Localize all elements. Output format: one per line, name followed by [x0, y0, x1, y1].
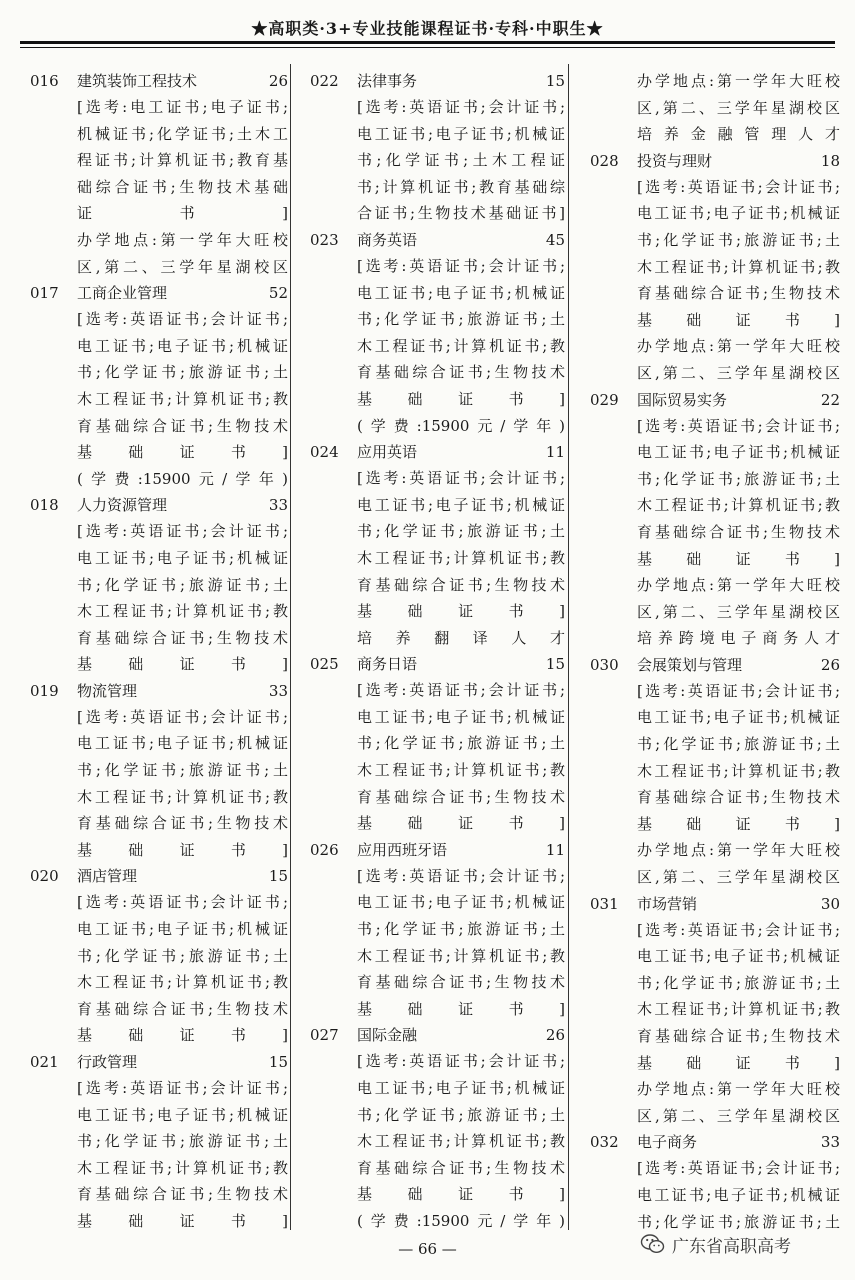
program-count: 26: [545, 1026, 565, 1045]
entry-line: 书;化学证书;旅游证书;土: [637, 973, 840, 992]
program-entry: [30, 678, 288, 864]
entry-line: 电工证书;电子证书;机械证: [77, 548, 288, 567]
entry-line: 木工程证书;计算机证书;教: [637, 257, 840, 276]
entry-line: 办学地点:第一学年大旺校: [637, 841, 840, 860]
entry-line: 木工程证书;计算机证书;教: [357, 548, 565, 567]
entry-line: 书;化学证书;旅游证书;土: [357, 522, 565, 541]
entry-line: 育基础综合证书;生物技术: [357, 1158, 565, 1177]
program-count: 22: [820, 390, 840, 409]
program-entry: [310, 837, 565, 1023]
program-count: 33: [268, 496, 288, 515]
program-name: 应用英语: [357, 443, 418, 462]
program-header: [310, 1022, 565, 1048]
entry-line: [选考:英语证书;会计证书;: [77, 893, 288, 912]
entry-line: 书;化学证书;土木工程证: [357, 151, 565, 170]
program-code: 028: [590, 151, 619, 170]
program-count: 11: [545, 840, 565, 859]
program-entry: [310, 227, 565, 439]
program-header: [590, 148, 840, 174]
entry-line: 书;化学证书;旅游证书;土: [77, 761, 288, 780]
entry-line: 木工程证书;计算机证书;教: [357, 1132, 565, 1151]
entry-line: 区,第二、三学年星湖校区: [637, 602, 840, 621]
program-name: 商务日语: [357, 655, 418, 674]
continued-entry: [590, 68, 840, 148]
entry-line: [选考:英语证书;会计证书;: [77, 522, 288, 541]
program-entry: [30, 492, 288, 678]
entry-line: 电工证书;电子证书;机械证: [637, 1185, 840, 1204]
entry-line: [选考:英语证书;会计证书;: [357, 469, 565, 488]
entry-line: 础综合证书;生物技术基础: [77, 177, 288, 196]
watermark-text: 广东省高职高考: [672, 1236, 791, 1257]
column-divider: [290, 64, 291, 1230]
entry-line: (学费:15900元/学年): [77, 469, 288, 488]
entry-line: 书;化学证书;旅游证书;土: [357, 734, 565, 753]
program-name: 酒店管理: [77, 867, 138, 886]
entry-line: 书;化学证书;旅游证书;土: [77, 575, 288, 594]
program-name: 应用西班牙语: [357, 840, 448, 859]
entry-line: 基础证书]: [637, 310, 840, 329]
entry-line: [选考:英语证书;会计证书;: [77, 310, 288, 329]
entry-line: 书;化学证书;旅游证书;土: [637, 735, 840, 754]
program-code: 020: [30, 867, 59, 886]
program-entry: [30, 280, 288, 492]
program-entry: [590, 387, 840, 652]
program-code: 021: [30, 1053, 59, 1071]
entry-line: 育基础综合证书;生物技术: [77, 814, 288, 833]
entry-line: 育基础综合证书;生物技术: [357, 973, 565, 992]
program-name: 物流管理: [77, 681, 138, 700]
entry-line: (学费:15900元/学年): [357, 1211, 565, 1230]
program-count: 33: [268, 681, 288, 700]
entry-line: 基础证书]: [637, 549, 840, 568]
entry-line: [选考:英语证书;会计证书;: [357, 1052, 565, 1071]
program-code: 026: [310, 840, 339, 859]
program-code: 019: [30, 681, 59, 700]
page-number: — 66 —: [398, 1240, 457, 1258]
entry-line: 木工程证书;计算机证书;教: [637, 1000, 840, 1019]
program-code: 025: [310, 655, 339, 674]
entry-line: 电工证书;电子证书;机械证: [357, 707, 565, 726]
entry-line: 书;化学证书;旅游证书;土: [77, 1132, 288, 1151]
entry-line: 育基础综合证书;生物技术: [77, 628, 288, 647]
program-count: 26: [268, 72, 288, 90]
program-header: [30, 68, 288, 94]
entry-line: 办学地点:第一学年大旺校: [637, 72, 840, 90]
entry-line: [选考:英语证书;会计证书;: [637, 681, 840, 700]
program-name: 法律事务: [357, 72, 418, 90]
program-header: [310, 439, 565, 465]
entry-line: [选考:英语证书;会计证书;: [357, 681, 565, 700]
program-header: [590, 387, 840, 413]
entry-line: 电工证书;电子证书;机械证: [77, 734, 288, 753]
entry-line: 基础证书]: [357, 389, 565, 408]
entry-line: 基础证书]: [77, 1026, 288, 1045]
entry-line: 木工程证书;计算机证书;教: [77, 973, 288, 992]
header-rule-thin: [20, 47, 835, 48]
program-name: 商务英语: [357, 230, 418, 249]
entry-line: 区,第二、三学年星湖校区: [637, 98, 840, 117]
program-entry: [590, 1129, 840, 1235]
entry-line: 育基础综合证书;生物技术: [637, 522, 840, 541]
entry-line: 育基础综合证书;生物技术: [77, 1185, 288, 1204]
entry-line: 电工证书;电子证书;机械证: [637, 443, 840, 462]
entry-line: 办学地点:第一学年大旺校: [637, 1080, 840, 1099]
entry-line: [选考:英语证书;会计证书;: [77, 1079, 288, 1097]
entry-line: 办学地点:第一学年大旺校: [77, 230, 288, 249]
entry-line: 书;化学证书;旅游证书;土: [77, 946, 288, 965]
entry-line: [选考:电工证书;电子证书;: [77, 98, 288, 116]
entry-line: 基础证书]: [637, 814, 840, 833]
program-header: [310, 68, 565, 94]
entry-line: 基础证书]: [357, 602, 565, 621]
program-name: 国际贸易实务: [637, 390, 728, 409]
program-header: [310, 227, 565, 253]
entry-line: 木工程证书;计算机证书;教: [357, 946, 565, 965]
entry-line: 电工证书;电子证书;机械证: [637, 204, 840, 223]
entry-line: 机械证书;化学证书;土木工: [77, 124, 288, 143]
program-name: 建筑装饰工程技术: [77, 72, 198, 90]
entry-line: 木工程证书;计算机证书;教: [77, 389, 288, 408]
program-name: 行政管理: [77, 1053, 138, 1071]
entry-line: 木工程证书;计算机证书;教: [77, 1158, 288, 1177]
entry-line: [选考:英语证书;会计证书;: [637, 920, 840, 939]
entry-line: 基础证书]: [77, 1211, 288, 1230]
program-entry: [310, 1022, 565, 1234]
entry-line: 木工程证书;计算机证书;教: [637, 761, 840, 780]
entry-line: 育基础综合证书;生物技术: [637, 284, 840, 303]
column-1: [30, 68, 288, 1235]
entry-line: 办学地点:第一学年大旺校: [637, 576, 840, 595]
program-header: [590, 652, 840, 678]
page-header: [0, 0, 855, 56]
entry-line: [选考:英语证书;会计证书;: [77, 707, 288, 726]
entry-line: 书;化学证书;旅游证书;土: [637, 1212, 840, 1231]
entry-line: 基础证书]: [637, 1053, 840, 1072]
program-code: 024: [310, 443, 339, 462]
program-count: 52: [268, 284, 288, 303]
program-code: 016: [30, 72, 59, 90]
entry-line: [选考:英语证书;会计证书;: [357, 98, 565, 116]
header-title: ★高职类·3+专业技能课程证书·专科·中职生★: [251, 19, 604, 38]
entry-line: 电工证书;电子证书;机械证: [637, 947, 840, 966]
program-entry: [590, 652, 840, 891]
program-count: 45: [545, 230, 565, 249]
column-2: [310, 68, 565, 1235]
entry-line: 电工证书;电子证书;机械证: [77, 1105, 288, 1124]
program-code: 031: [590, 894, 619, 913]
entry-line: 育基础综合证书;生物技术: [637, 788, 840, 807]
entry-line: [选考:英语证书;会计证书;: [637, 416, 840, 435]
entry-line: 书;化学证书;旅游证书;土: [637, 230, 840, 249]
program-count: 30: [820, 894, 840, 913]
program-header: [30, 1049, 288, 1075]
program-name: 会展策划与管理: [637, 655, 743, 674]
entry-line: 培养跨境电子商务人才: [637, 629, 840, 648]
entry-line: 基础证书]: [77, 655, 288, 674]
program-count: 15: [268, 867, 288, 886]
program-name: 投资与理财: [637, 151, 713, 170]
program-code: 023: [310, 230, 339, 249]
entry-line: 电工证书;电子证书;机械证: [77, 920, 288, 939]
program-entry: [30, 1049, 288, 1235]
program-code: 030: [590, 655, 619, 674]
column-divider: [568, 64, 569, 1230]
entry-line: 合证书;生物技术基础证书]: [357, 204, 565, 223]
entry-line: 书;化学证书;旅游证书;土: [637, 469, 840, 488]
entry-line: 电工证书;电子证书;机械证: [357, 495, 565, 514]
entry-line: 木工程证书;计算机证书;教: [357, 761, 565, 780]
program-count: 11: [545, 443, 565, 462]
entry-line: 书;化学证书;旅游证书;土: [77, 363, 288, 382]
entry-line: 木工程证书;计算机证书;教: [357, 336, 565, 355]
entry-line: 书;化学证书;旅游证书;土: [357, 920, 565, 939]
entry-line: (学费:15900元/学年): [357, 416, 565, 435]
program-entry: [30, 68, 288, 280]
program-header: [590, 891, 840, 917]
entry-line: 电工证书;电子证书;机械证: [357, 124, 565, 143]
entry-line: 区,第二、三学年星湖校区: [637, 868, 840, 887]
entry-line: 区,第二、三学年星湖校区: [637, 1106, 840, 1125]
entry-line: 区,第二、三学年星湖校区: [77, 257, 288, 276]
program-entry: [310, 68, 565, 227]
program-header: [30, 678, 288, 704]
entry-line: 电工证书;电子证书;机械证: [357, 893, 565, 912]
entry-line: [选考:英语证书;会计证书;: [637, 177, 840, 196]
program-code: 027: [310, 1026, 339, 1045]
program-name: 电子商务: [637, 1133, 698, 1152]
program-count: 15: [268, 1053, 288, 1071]
entry-line: 木工程证书;计算机证书;教: [637, 496, 840, 515]
program-code: 018: [30, 496, 59, 515]
entry-line: 电工证书;电子证书;机械证: [357, 1079, 565, 1097]
entry-line: 证书]: [77, 204, 288, 223]
entry-line: 育基础综合证书;生物技术: [357, 363, 565, 382]
entry-line: 办学地点:第一学年大旺校: [637, 337, 840, 356]
program-entry: [30, 863, 288, 1049]
entry-line: 电工证书;电子证书;机械证: [77, 336, 288, 355]
watermark: [640, 1230, 791, 1258]
entry-line: 基础证书]: [77, 443, 288, 462]
program-code: 029: [590, 390, 619, 409]
program-name: 人力资源管理: [77, 496, 168, 515]
entry-line: 木工程证书;计算机证书;教: [77, 602, 288, 621]
program-header: [310, 837, 565, 863]
entry-line: 基础证书]: [357, 814, 565, 833]
entry-line: 区,第二、三学年星湖校区: [637, 363, 840, 382]
entry-line: 木工程证书;计算机证书;教: [77, 787, 288, 806]
program-name: 国际金融: [357, 1026, 418, 1045]
program-entry: [590, 891, 840, 1130]
entry-line: 育基础综合证书;生物技术: [637, 1027, 840, 1045]
program-code: 032: [590, 1133, 619, 1152]
program-count: 15: [545, 655, 565, 674]
program-header: [590, 1129, 840, 1155]
entry-line: 电工证书;电子证书;机械证: [357, 283, 565, 302]
program-header: [30, 492, 288, 518]
entry-line: 育基础综合证书;生物技术: [77, 999, 288, 1018]
entry-line: 基础证书]: [357, 999, 565, 1018]
entry-line: 基础证书]: [357, 1185, 565, 1204]
wechat-icon: [640, 1231, 666, 1257]
program-name: 市场营销: [637, 894, 698, 913]
column-3: [590, 68, 840, 1235]
program-count: 26: [820, 655, 840, 674]
program-entry: [310, 439, 565, 651]
program-count: 33: [820, 1133, 840, 1152]
entry-line: 育基础综合证书;生物技术: [77, 416, 288, 435]
program-header: [30, 863, 288, 889]
entry-line: [选考:英语证书;会计证书;: [637, 1159, 840, 1178]
entry-line: 基础证书]: [77, 840, 288, 859]
entry-line: 育基础综合证书;生物技术: [357, 787, 565, 806]
program-header: [310, 651, 565, 677]
entry-line: 书;化学证书;旅游证书;土: [357, 310, 565, 329]
entry-line: 程证书;计算机证书;教育基: [77, 151, 288, 170]
program-entry: [310, 651, 565, 837]
entry-line: [选考:英语证书;会计证书;: [357, 256, 565, 275]
program-count: 18: [820, 151, 840, 170]
program-entry: [590, 148, 840, 387]
program-code: 022: [310, 72, 339, 90]
entry-line: 培养金融管理人才: [637, 125, 840, 144]
header-rule-thick: [20, 41, 835, 44]
program-code: 017: [30, 284, 59, 303]
entry-line: 书;计算机证书;教育基础综: [357, 177, 565, 196]
program-name: 工商企业管理: [77, 284, 168, 303]
entry-line: 培养翻译人才: [357, 628, 565, 647]
program-count: 15: [545, 72, 565, 90]
program-header: [30, 280, 288, 306]
entry-line: 书;化学证书;旅游证书;土: [357, 1105, 565, 1124]
entry-line: 电工证书;电子证书;机械证: [637, 708, 840, 727]
entry-line: [选考:英语证书;会计证书;: [357, 866, 565, 885]
entry-line: 育基础综合证书;生物技术: [357, 575, 565, 594]
